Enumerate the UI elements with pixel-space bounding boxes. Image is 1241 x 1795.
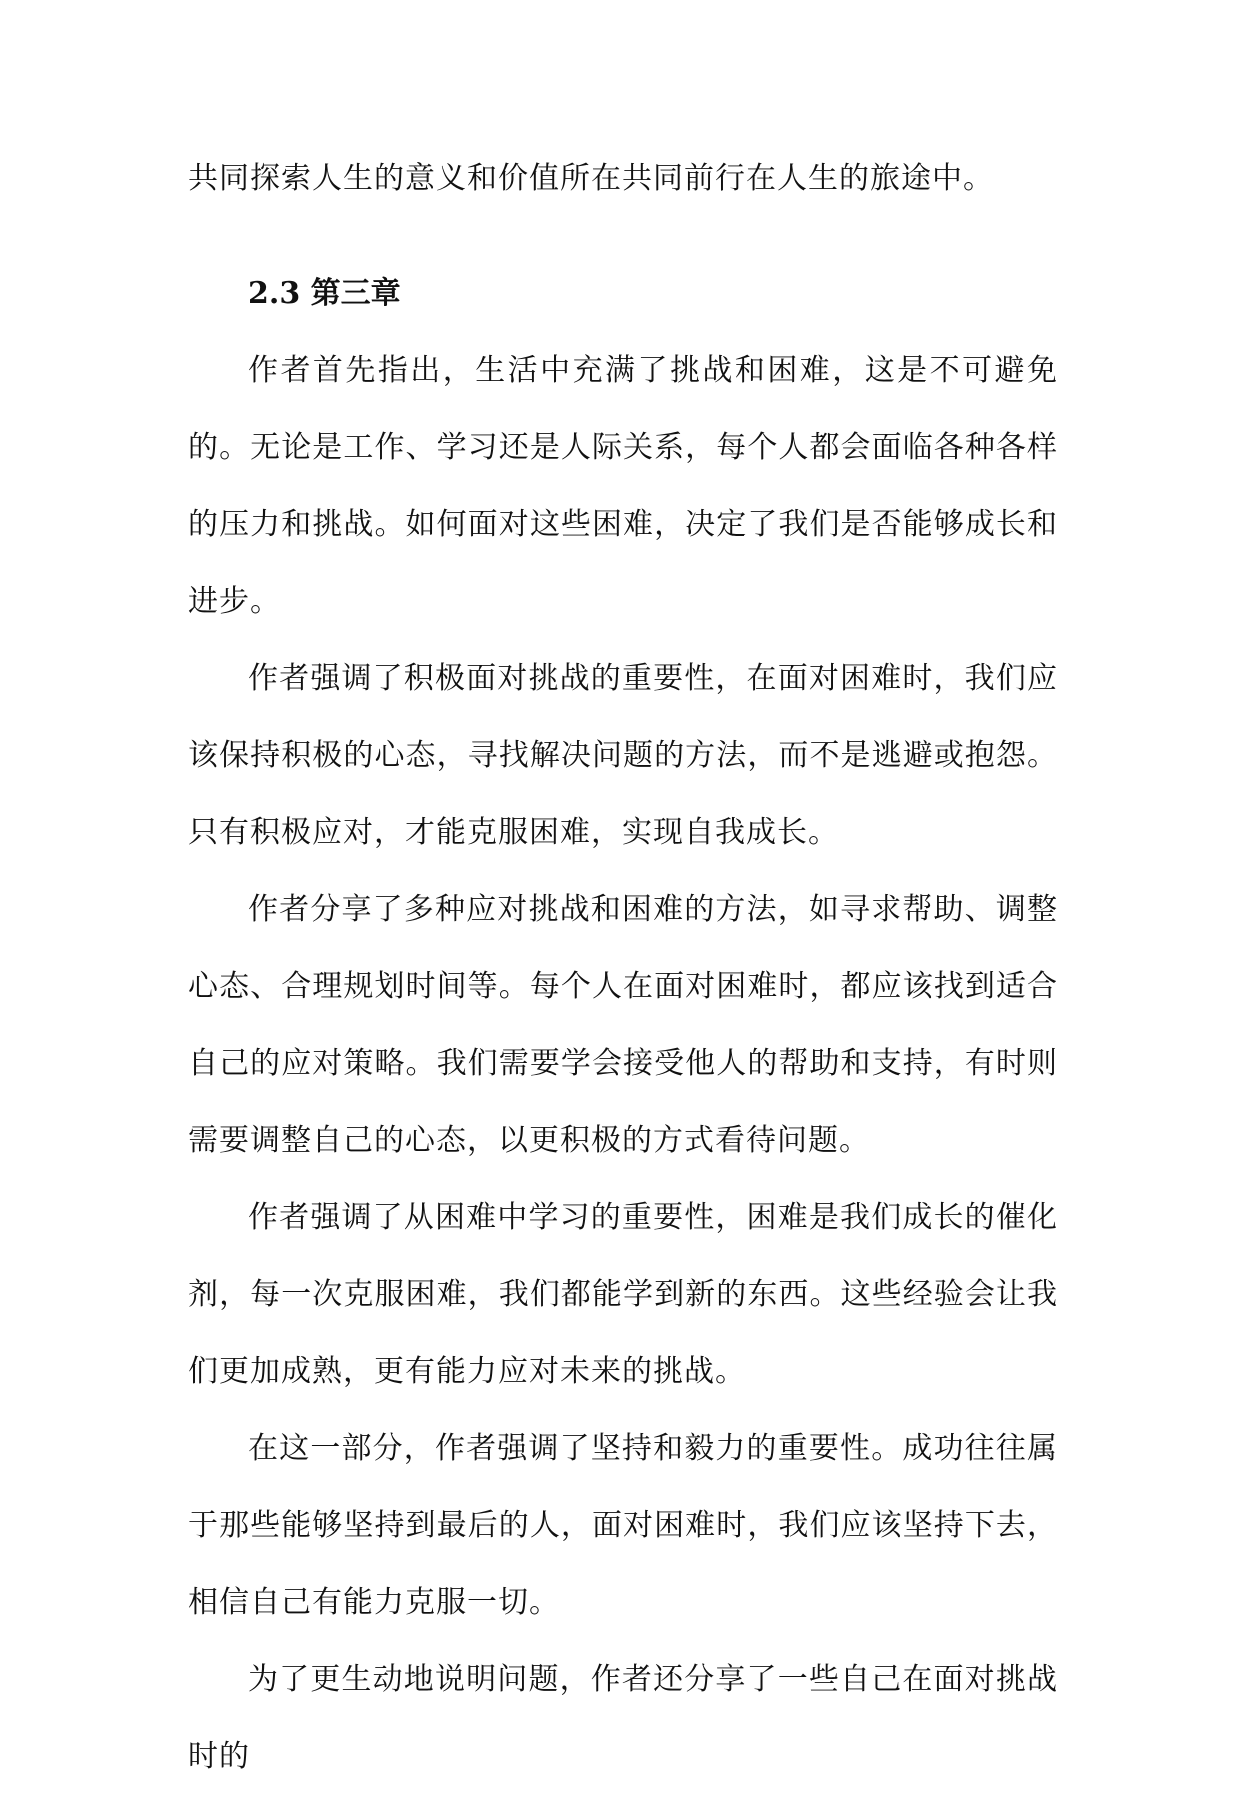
body-paragraph-6: 为了更生动地说明问题，作者还分享了一些自己在面对挑战时的 [188,1662,1058,1774]
section-heading: 2.3 第三章 [248,276,401,311]
body-paragraph-3: 作者分享了多种应对挑战和困难的方法，如寻求帮助、调整心态、合理规划时间等。每个人在面对困难时，都应该找到适合自己的应对策略。我们需要学会接受他人的帮助和支持，有时则需要调整自己的心态，以更积极的方式看待问题。 [188,892,1058,1158]
body-paragraph-2: 作者强调了积极面对挑战的重要性，在面对困难时，我们应该保持积极的心态，寻找解决问题的方法，而不是逃避或抱怨。只有积极应对，才能克服困难，实现自我成长。 [188,661,1058,850]
continued-paragraph: 共同探索人生的意义和价值所在共同前行在人生的旅途中。 [188,161,994,196]
page-content [188,140,1058,1795]
body-paragraph-4: 作者强调了从困难中学习的重要性，困难是我们成长的催化剂，每一次克服困难，我们都能学到新的东西。这些经验会让我们更加成熟，更有能力应对未来的挑战。 [188,1200,1058,1389]
body-paragraph-5: 在这一部分，作者强调了坚持和毅力的重要性。成功往往属于那些能够坚持到最后的人，面对困难时，我们应该坚持下去，相信自己有能力克服一切。 [188,1431,1058,1620]
body-paragraph-1: 作者首先指出，生活中充满了挑战和困难，这是不可避免的。无论是工作、学习还是人际关系，每个人都会面临各种各样的压力和挑战。如何面对这些困难，决定了我们是否能够成长和进步。 [188,353,1058,619]
